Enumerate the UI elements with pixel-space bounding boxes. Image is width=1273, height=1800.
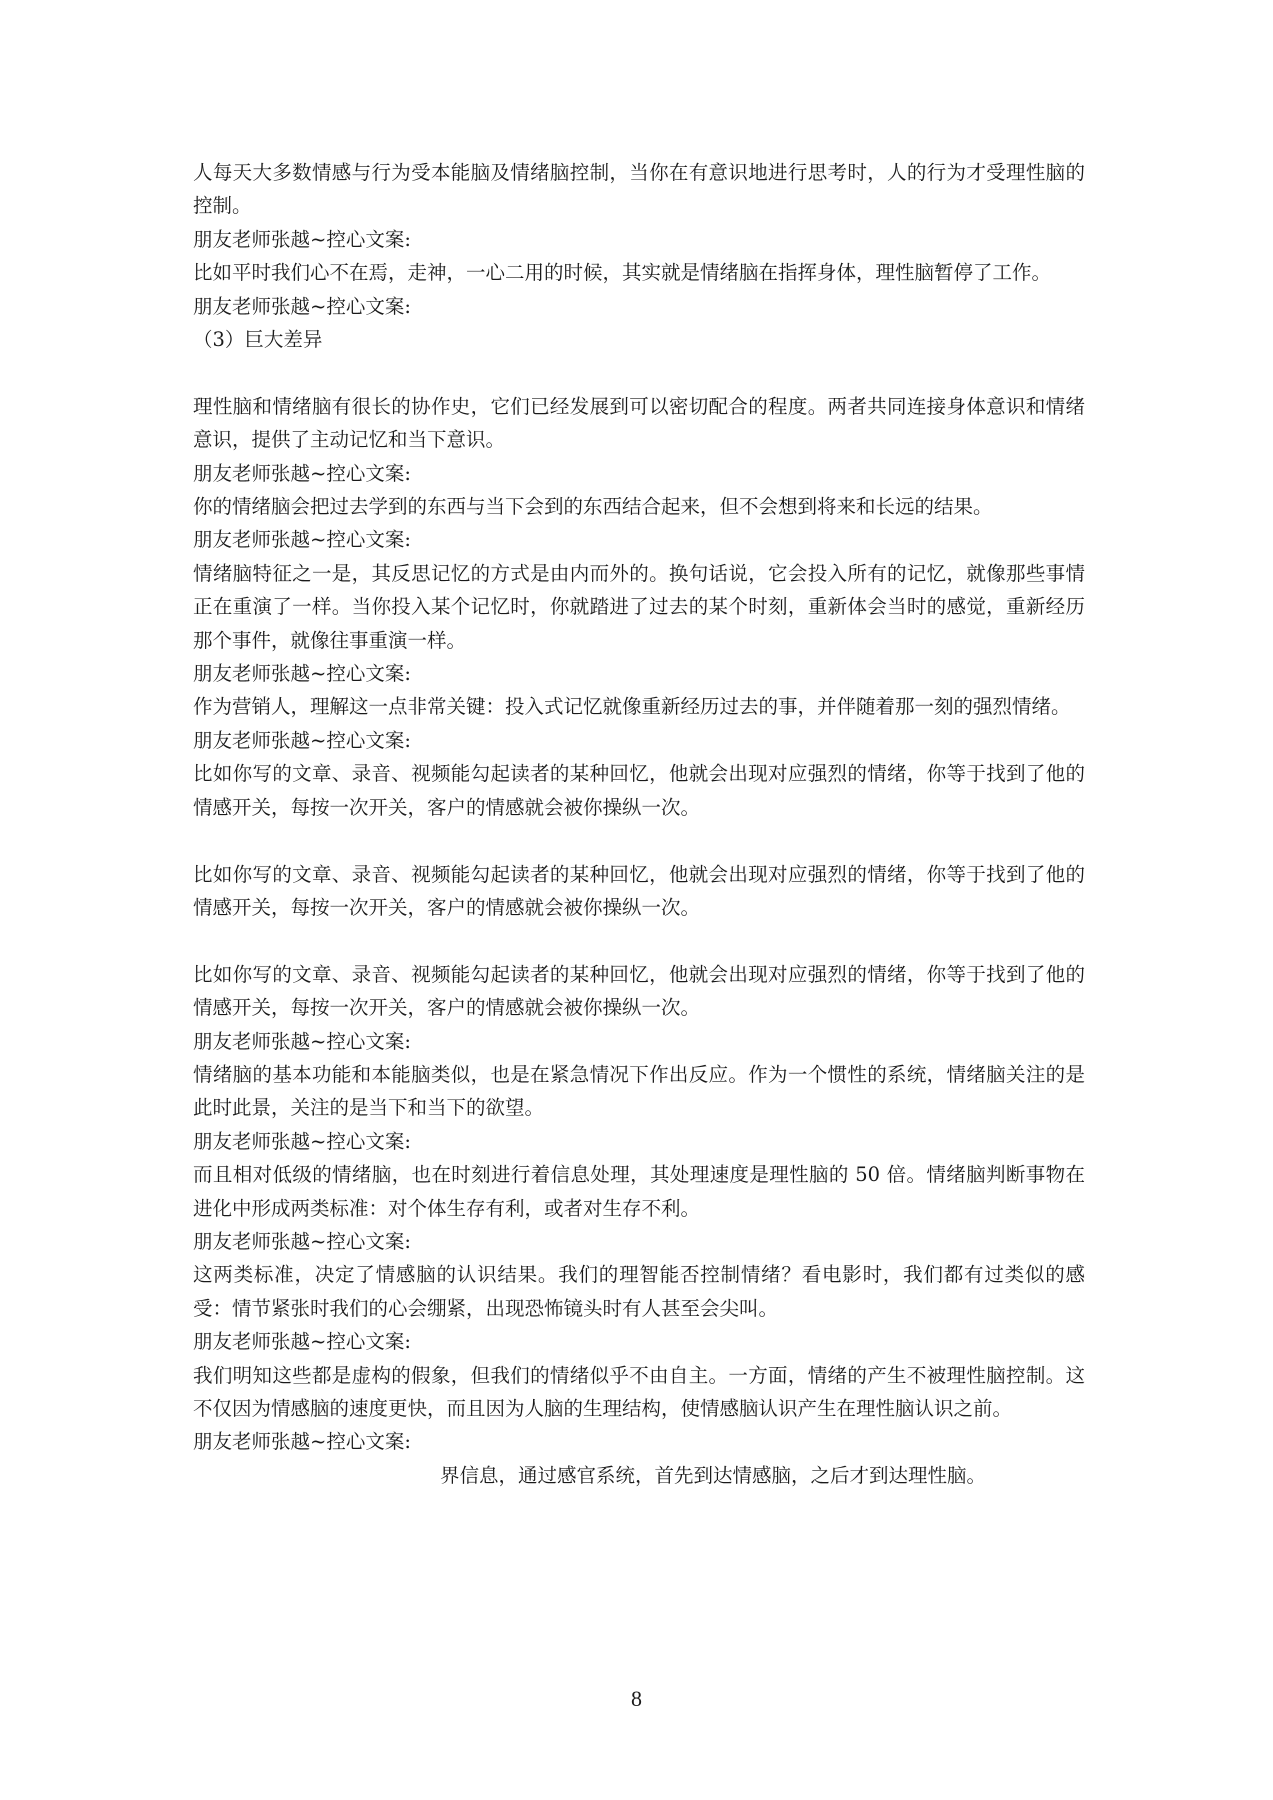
paragraph: 比如你写的文章、录音、视频能勾起读者的某种回忆，他就会出现对应强烈的情绪，你等于找到了他的情感开关，每按一次开关，客户的情感就会被你操纵一次。 [193,762,1085,819]
author-line: 朋友老师张越~控心文案: [193,728,411,752]
author-line: 朋友老师张越~控心文案: [193,1430,411,1454]
blank-line [193,356,1085,389]
paragraph: 而且相对低级的情绪脑，也在时刻进行着信息处理，其处理速度是理性脑的 50 倍。情绪脑判断事物在进化中形成两类标准：对个体生存有利，或者对生存不利。 [193,1163,1085,1220]
paragraph: 你的情绪脑会把过去学到的东西与当下会到的东西结合起来，但不会想到将来和长远的结果。 [193,495,993,519]
author-line: 朋友老师张越~控心文案: [193,227,411,251]
paragraph: 作为营销人，理解这一点非常关键：投入式记忆就像重新经历过去的事，并伴随着那一刻的强烈情绪。 [193,695,1071,719]
paragraph: 我们明知这些都是虚构的假象，但我们的情绪似乎不由自主。一方面，情绪的产生不被理性脑控制。这不仅因为情感脑的速度更快，而且因为人脑的生理结构，使情感脑认识产生在理性脑认识之前。 [193,1363,1085,1420]
author-line: 朋友老师张越~控心文案: [193,1029,411,1053]
author-line: 朋友老师张越~控心文案: [193,1330,411,1354]
paragraph: 情绪脑特征之一是，其反思记忆的方式是由内而外的。换句话说，它会投入所有的记忆，就像那些事情正在重演了一样。当你投入某个记忆时，你就踏进了过去的某个时刻，重新体会当时的感觉，重新经历那个事件，就像往事重演一样。 [193,561,1085,652]
section-heading: （3）巨大差异 [193,328,323,352]
paragraph: 比如平时我们心不在焉，走神，一心二用的时候，其实就是情绪脑在指挥身体，理性脑暂停了工作。 [193,261,1052,285]
author-line: 朋友老师张越~控心文案: [193,1129,411,1153]
author-line: 朋友老师张越~控心文案: [193,528,411,552]
paragraph: 比如你写的文章、录音、视频能勾起读者的某种回忆，他就会出现对应强烈的情绪，你等于找到了他的情感开关，每按一次开关，客户的情感就会被你操纵一次。 [193,862,1085,919]
author-line: 朋友老师张越~控心文案: [193,662,411,686]
author-line: 朋友老师张越~控心文案: [193,1229,411,1253]
blank-line [193,824,1085,857]
paragraph: 人每天大多数情感与行为受本能脑及情绪脑控制，当你在有意识地进行思考时，人的行为才受理性脑的控制。 [193,161,1085,218]
paragraph: 这两类标准，决定了情感脑的认识结果。我们的理智能否控制情绪？看电影时，我们都有过类似的感受：情节紧张时我们的心会绷紧，出现恐怖镜头时有人甚至会尖叫。 [193,1263,1085,1320]
page-number: 8 [631,1686,642,1711]
author-line: 朋友老师张越~控心文案: [193,461,411,485]
document-body [193,156,1085,1492]
paragraph: 理性脑和情绪脑有很长的协作史，它们已经发展到可以密切配合的程度。两者共同连接身体意识和情绪意识，提供了主动记忆和当下意识。 [193,394,1085,452]
paragraph: 界信息，通过感官系统，首先到达情感脑，之后才到达理性脑。 [440,1463,987,1487]
blank-line [193,924,1085,957]
author-line: 朋友老师张越~控心文案: [193,294,411,318]
paragraph: 情绪脑的基本功能和本能脑类似，也是在紧急情况下作出反应。作为一个惯性的系统，情绪脑关注的是此时此景，关注的是当下和当下的欲望。 [193,1062,1085,1120]
paragraph: 比如你写的文章、录音、视频能勾起读者的某种回忆，他就会出现对应强烈的情绪，你等于找到了他的情感开关，每按一次开关，客户的情感就会被你操纵一次。 [193,962,1085,1020]
